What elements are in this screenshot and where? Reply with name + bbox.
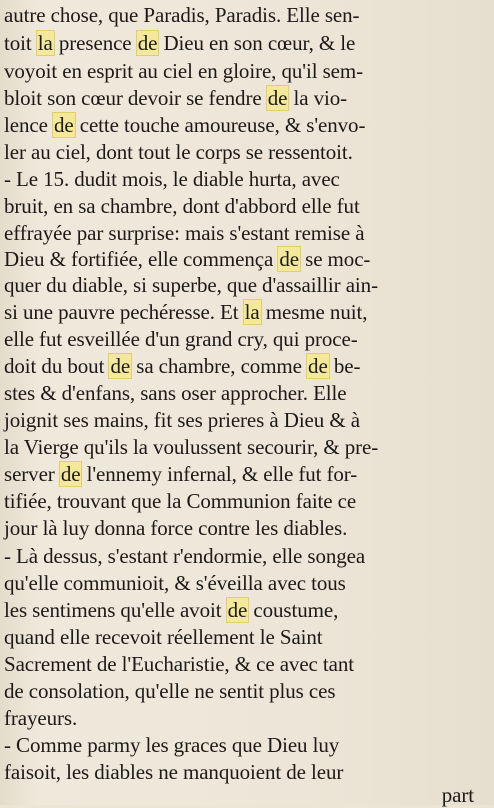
line-text: la vio- bbox=[288, 86, 348, 110]
text-line bbox=[4, 326, 490, 352]
text-line bbox=[4, 58, 490, 84]
text-line bbox=[4, 678, 490, 704]
line-text: se moc- bbox=[299, 247, 371, 271]
text-line bbox=[4, 407, 490, 433]
text-line bbox=[4, 705, 490, 731]
text-line bbox=[4, 597, 490, 623]
line-text: quand elle recevoit réellement le Saint bbox=[4, 625, 323, 649]
line-text: si une pauvre pechéresse. Et bbox=[4, 300, 244, 324]
line-text: la Vierge qu'ils la voulussent secourir, & pre- bbox=[4, 435, 379, 459]
line-text: bruit, en sa chambre, dont d'abbord elle fut bbox=[4, 194, 360, 218]
line-text: elle fut esveillée d'un grand cry, qui proce- bbox=[4, 327, 358, 351]
text-line bbox=[4, 220, 490, 246]
line-text: mesme nuit, bbox=[260, 300, 368, 324]
line-text: stes & d'enfans, sans oser approcher. Elle bbox=[4, 381, 347, 405]
highlighted-word[interactable]: de bbox=[279, 247, 299, 271]
line-text: Sacrement de l'Eucharistie, & ce avec tant bbox=[4, 652, 355, 676]
line-text: l'ennemy infernal, & elle fut for- bbox=[81, 462, 358, 486]
highlighted-word[interactable]: de bbox=[53, 113, 74, 137]
line-text: - Là dessus, s'estant r'endormie, elle songea bbox=[4, 544, 366, 568]
line-text: autre chose, que Paradis, Paradis. Elle sen- bbox=[4, 3, 360, 27]
highlighted-word[interactable]: de bbox=[137, 31, 158, 55]
line-text: qu'elle communioit, & s'éveilla avec tous bbox=[4, 571, 346, 595]
line-text: voyoit en esprit au ciel en gloire, qu'il sem- bbox=[4, 59, 364, 83]
text-line bbox=[4, 85, 490, 111]
text-line bbox=[4, 515, 490, 541]
text-line bbox=[4, 624, 490, 650]
text-line bbox=[4, 112, 490, 138]
highlighted-word[interactable]: la bbox=[37, 31, 53, 55]
line-text: doit du bout bbox=[4, 354, 110, 378]
line-text: les sentimens qu'elle avoit bbox=[4, 598, 227, 622]
text-line bbox=[4, 461, 490, 487]
text-line bbox=[4, 193, 490, 219]
text-line bbox=[4, 166, 490, 192]
text-line bbox=[4, 651, 490, 677]
line-text: sa chambre, comme bbox=[131, 354, 308, 378]
highlighted-word[interactable]: de bbox=[267, 86, 288, 110]
text-line bbox=[4, 570, 490, 596]
highlighted-word[interactable]: de bbox=[227, 598, 248, 622]
catchword-line bbox=[4, 782, 474, 808]
line-text: toit bbox=[4, 31, 37, 55]
line-text: be- bbox=[328, 354, 361, 378]
text-line bbox=[4, 543, 490, 569]
line-text: tifiée, trouvant que la Communion faite ce bbox=[4, 489, 357, 513]
line-text: jour là luy donna force contre les diables. bbox=[4, 516, 348, 540]
text-line bbox=[4, 434, 490, 460]
line-text: presence bbox=[53, 31, 137, 55]
line-text: server bbox=[4, 462, 60, 486]
line-text: ler au ciel, dont tout le corps se ressentoit. bbox=[4, 140, 353, 164]
line-text: cette touche amoureuse, & s'envo- bbox=[74, 113, 366, 137]
line-text: - Comme parmy les graces que Dieu luy bbox=[4, 733, 340, 757]
line-text: frayeurs. bbox=[4, 706, 78, 730]
highlighted-word[interactable]: la bbox=[244, 300, 260, 324]
text-line bbox=[4, 380, 490, 406]
text-line bbox=[4, 272, 490, 298]
text-line bbox=[4, 30, 490, 56]
text-line bbox=[4, 246, 490, 272]
line-text: lence bbox=[4, 113, 53, 137]
line-text: effrayée par surprise: mais s'estant remise à bbox=[4, 221, 365, 245]
text-line bbox=[4, 353, 490, 379]
text-line bbox=[4, 2, 490, 28]
line-text: joignit ses mains, fit ses prieres à Dieu & à bbox=[4, 408, 360, 432]
text-line bbox=[4, 488, 490, 514]
highlighted-word[interactable]: de bbox=[110, 354, 131, 378]
line-text: de consolation, qu'elle ne sentit plus ces bbox=[4, 679, 336, 703]
line-text: Dieu en son cœur, & le bbox=[158, 31, 356, 55]
line-text: bloit son cœur devoir se fendre bbox=[4, 86, 267, 110]
text-line bbox=[4, 732, 490, 758]
line-text: faisoit, les diables ne manquoient de leur bbox=[4, 760, 344, 784]
text-line bbox=[4, 299, 490, 325]
line-text: quer du diable, si superbe, que d'assaillir ain- bbox=[4, 273, 378, 297]
highlighted-word[interactable]: de bbox=[60, 462, 81, 486]
highlighted-word[interactable]: de bbox=[308, 354, 328, 378]
line-text: - Le 15. dudit mois, le diable hurta, avec bbox=[4, 167, 340, 191]
line-text: Dieu & fortifiée, elle commença bbox=[4, 247, 279, 271]
text-line bbox=[4, 139, 490, 165]
catchword: part bbox=[441, 783, 474, 807]
line-text: coustume, bbox=[248, 598, 339, 622]
